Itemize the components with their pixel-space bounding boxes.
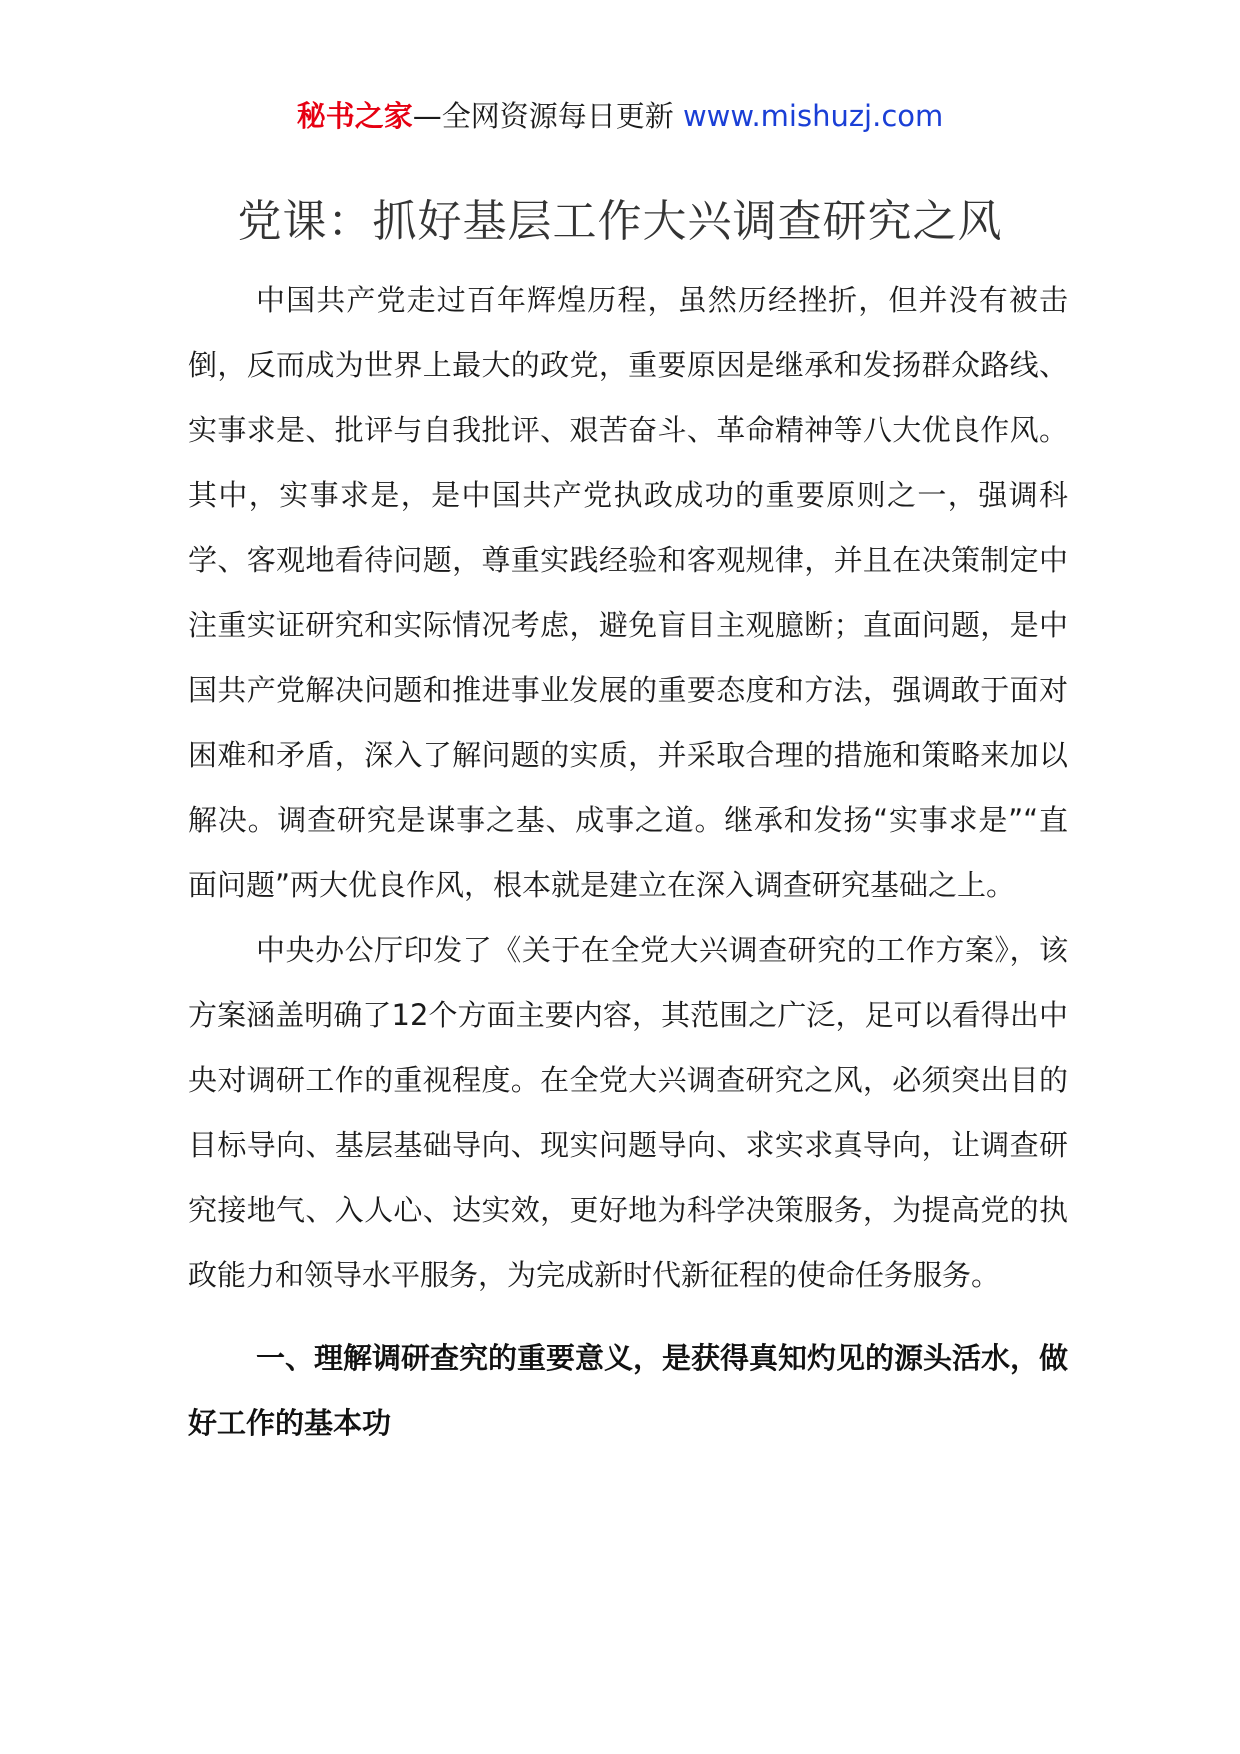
brand-name: 秘书之家	[296, 99, 413, 133]
body-paragraph: 中国共产党走过百年辉煌历程，虽然历经挫折，但并没有被击倒，反而成为世界上最大的政党，重要原因是继承和发扬群众路线、实事求是、批评与自我批评、艰苦奋斗、革命精神等八大优良作风。其中，实事求是，是中国共产党执政成功的重要原则之一，强调科学、客观地看待问题，尊重实践经验和客观规律，并且在决策制定中注重实证研究和实际情况考虑，避免盲目主观臆断；直面问题，是中国共产党解决问题和推进事业发展的重要态度和方法，强调敢于面对困难和矛盾，深入了解问题的实质，并采取合理的措施和策略来加以解决。调查研究是谋事之基、成事之道。继承和发扬“实事求是”“直面问题”两大优良作风，根本就是建立在深入调查研究基础之上。	[188, 283, 1068, 902]
header-slogan: —全网资源每日更新	[412, 99, 674, 133]
site-header	[0, 96, 1240, 136]
body-paragraph: 中央办公厅印发了《关于在全党大兴调查研究的工作方案》，该方案涵盖明确了12个方面主要内容，其范围之广泛，足可以看得出中央对调研工作的重视程度。在全党大兴调查研究之风，必须突出目的目标导向、基层基础导向、现实问题导向、求实求真导向，让调查研究接地气、入人心、达实效，更好地为科学决策服务，为提高党的执政能力和领导水平服务，为完成新时代新征程的使命任务服务。	[188, 933, 1068, 1292]
site-url-link[interactable]: www.mishuzj.com	[682, 99, 944, 133]
section-heading: 一、理解调研查究的重要意义，是获得真知灼见的源头活水，做好工作的基本功	[188, 1341, 1069, 1440]
document-title: 党课：抓好基层工作大兴调查研究之风	[237, 196, 1003, 247]
document-body	[188, 268, 1068, 1456]
